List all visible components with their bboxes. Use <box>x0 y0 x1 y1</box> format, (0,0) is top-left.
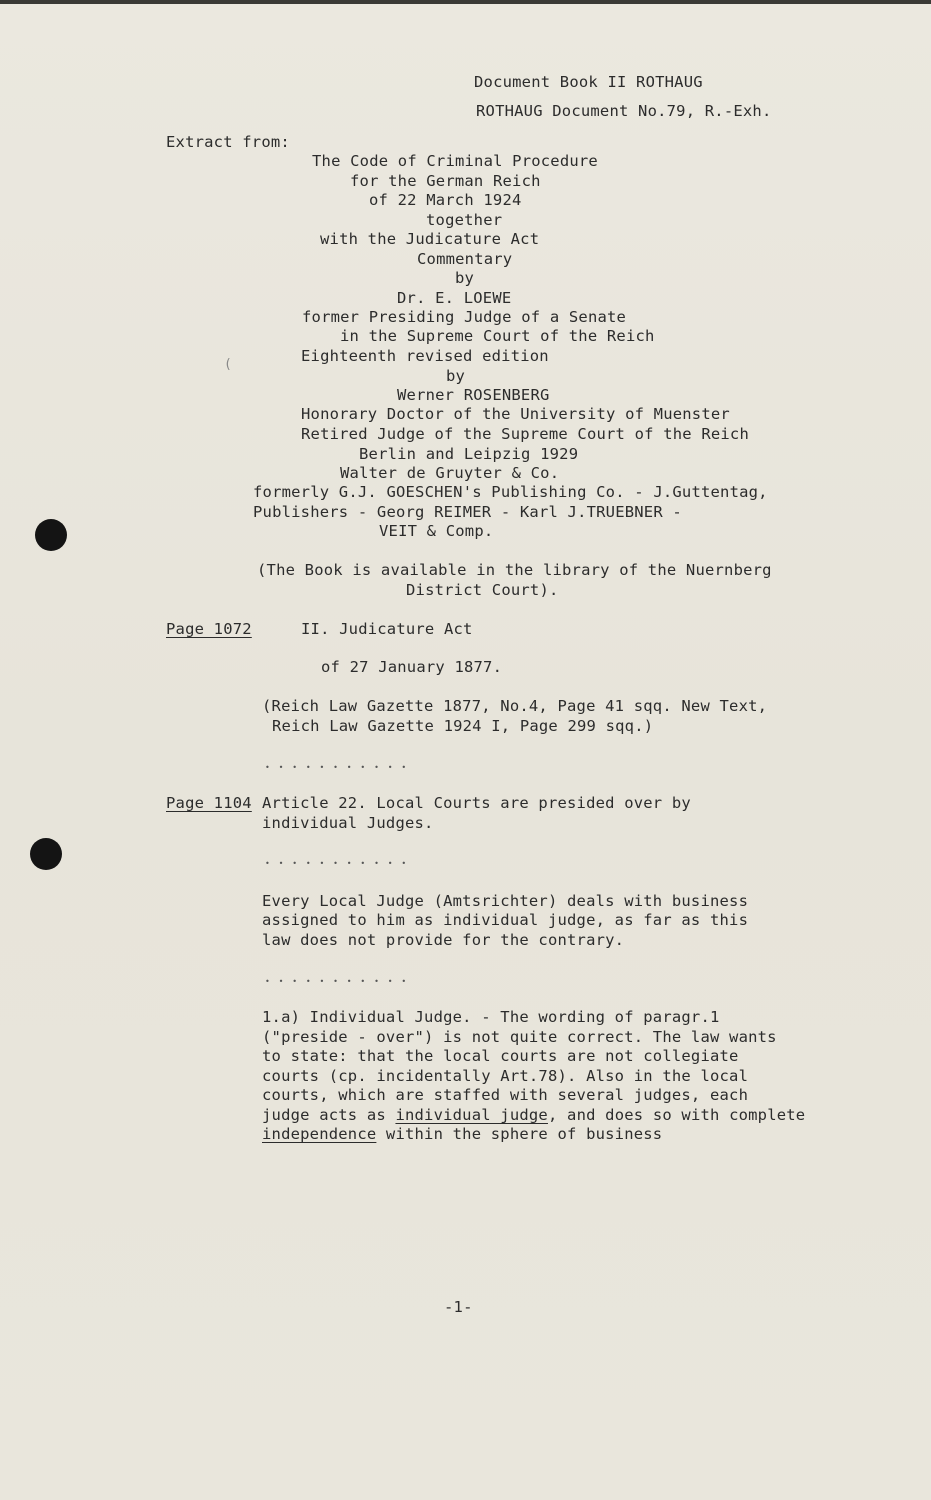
local-judge-line: assigned to him as individual judge, as far as this <box>262 911 749 929</box>
book-line: by <box>446 367 466 385</box>
book-line: of 22 March 1924 <box>369 191 522 209</box>
book-line: formerly G.J. GOESCHEN's Publishing Co. - J.Guttentag, <box>253 483 768 501</box>
page-1072-label: Page 1072 <box>166 620 252 638</box>
book-line: Eighteenth revised edition <box>301 347 549 365</box>
book-line: by <box>455 269 475 287</box>
book-line: for the German Reich <box>350 172 541 190</box>
separator-dots: • • • • • • • • • • • <box>265 859 409 868</box>
book-line: Publishers - Georg REIMER - Karl J.TRUEBNER - <box>253 503 682 521</box>
book-line: Walter de Gruyter & Co. <box>340 464 560 482</box>
judicature-act-title: II. Judicature Act <box>301 620 473 638</box>
article-22-line: individual Judges. <box>262 814 434 832</box>
commentary-line: courts, which are staffed with several judges, each <box>262 1086 749 1104</box>
book-line: Dr. E. LOEWE <box>397 289 512 307</box>
punch-hole-upper <box>35 519 67 551</box>
book-line: together <box>426 211 503 229</box>
page-number: -1- <box>444 1298 473 1316</box>
book-line: Retired Judge of the Supreme Court of the Reich <box>301 425 749 443</box>
commentary-line: 1.a) Individual Judge. - The wording of paragr.1 <box>262 1008 720 1026</box>
book-line: The Code of Criminal Procedure <box>312 152 598 170</box>
book-line: Honorary Doctor of the University of Muenster <box>301 405 730 423</box>
header-document-number: ROTHAUG Document No.79, R.-Exh. <box>476 102 772 120</box>
book-line: VEIT & Comp. <box>379 522 494 540</box>
commentary-line: courts (cp. incidentally Art.78). Also in the local <box>262 1067 749 1085</box>
gazette-reference: Reich Law Gazette 1924 I, Page 299 sqq.) <box>272 717 654 735</box>
page-top-edge <box>0 0 931 4</box>
commentary-text: judge acts as <box>262 1106 396 1124</box>
book-line: Werner ROSENBERG <box>397 386 550 404</box>
book-line: former Presiding Judge of a Senate <box>302 308 627 326</box>
book-line: with the Judicature Act <box>320 230 540 248</box>
punch-hole-lower <box>30 838 62 870</box>
commentary-line: ("preside - over") is not quite correct. The law wants <box>262 1028 777 1046</box>
availability-line: (The Book is available in the library of the Nuernberg <box>257 561 772 579</box>
book-line: Berlin and Leipzig 1929 <box>359 445 579 463</box>
availability-line: District Court). <box>406 581 559 599</box>
book-line: in the Supreme Court of the Reich <box>340 327 655 345</box>
gazette-reference: (Reich Law Gazette 1877, No.4, Page 41 sqq. New Text, <box>262 697 768 715</box>
page-1104-label: Page 1104 <box>166 794 252 812</box>
local-judge-line: Every Local Judge (Amtsrichter) deals with business <box>262 892 749 910</box>
separator-dots: • • • • • • • • • • • <box>265 977 409 986</box>
commentary-line <box>262 1125 662 1145</box>
local-judge-line: law does not provide for the contrary. <box>262 931 625 949</box>
individual-judge-underlined: individual judge <box>395 1106 548 1124</box>
independence-underlined: independence <box>262 1125 377 1143</box>
commentary-text: within the sphere of business <box>376 1125 663 1143</box>
commentary-text: , and does so with complete <box>547 1106 806 1124</box>
extract-label: Extract from: <box>166 133 290 151</box>
commentary-line: to state: that the local courts are not collegiate <box>262 1047 739 1065</box>
commentary-line <box>262 1106 805 1126</box>
article-22-line: Article 22. Local Courts are presided over by <box>262 794 691 812</box>
separator-dots: • • • • • • • • • • • <box>265 763 409 772</box>
judicature-act-date: of 27 January 1877. <box>321 658 503 676</box>
header-book: Document Book II ROTHAUG <box>474 73 703 91</box>
stray-mark: ( <box>224 357 232 372</box>
book-line: Commentary <box>417 250 513 268</box>
